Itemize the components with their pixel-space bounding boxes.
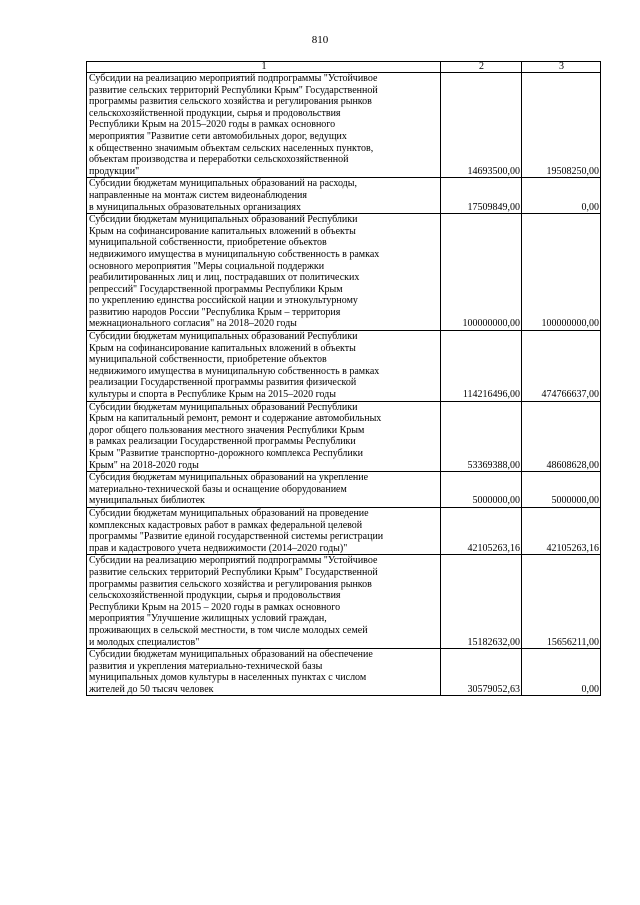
table-row <box>87 178 601 214</box>
table-row <box>87 214 601 331</box>
table-row <box>87 472 601 508</box>
row-description: Субсидии бюджетам муниципальных образований на расходы, направленные на монтаж систем видеонаблюдения в муниципальных образовательных организациях <box>87 178 441 214</box>
row-description: Субсидии бюджетам муниципальных образований Республики Крым на софинансирование капитальных вложений в объекты муниципальной собственности, приобретение объектов недвижимого имущества в муниципальную собственность в рамках основного мероприятия "Меры социальной поддержки реабилитированных лиц и лиц, пострадавших от политических репрессий" Государственной программы Республики Крым по укреплению единства российской нации и этнокультурному развитию народов России "Республика Крым – территория межнационального согласия" на 2018–2020 годы <box>87 214 441 331</box>
row-value-col3: 15656211,00 <box>522 555 601 649</box>
row-value-col2: 42105263,16 <box>441 507 522 554</box>
table-row <box>87 649 601 696</box>
column-header-1: 1 <box>87 62 441 73</box>
row-value-col2: 30579052,63 <box>441 649 522 696</box>
table-row <box>87 507 601 554</box>
table-header-row <box>87 62 601 73</box>
table-row <box>87 73 601 178</box>
row-description: Субсидии бюджетам муниципальных образований Республики Крым на капитальный ремонт, ремонт и содержание автомобильных дорог общего пользования местного значения Республики Крым в рамках реализации Государственной программы Республики Крым "Развитие транспортно-дорожного комплекса Республики Крым" на 2018-2020 годы <box>87 401 441 472</box>
table-row <box>87 331 601 402</box>
row-description: Субсидия бюджетам муниципальных образований на укрепление материально-технической базы и оснащение оборудованием муниципальных библиотек <box>87 472 441 508</box>
row-value-col3: 42105263,16 <box>522 507 601 554</box>
row-value-col3: 0,00 <box>522 649 601 696</box>
row-value-col3: 0,00 <box>522 178 601 214</box>
row-description: Субсидии на реализацию мероприятий подпрограммы "Устойчивое развитие сельских территорий Республики Крым" Государственной программы развития сельского хозяйства и регулирования рынков сельскохозяйственной продукции, сырья и продовольствия Республики Крым на 2015–2020 годы в рамках основного мероприятия "Развитие сети автомобильных дорог, ведущих к общественно значимым объектам сельских населенных пунктов, объектам производства и переработки сельскохозяйственной продукции" <box>87 73 441 178</box>
row-value-col3: 5000000,00 <box>522 472 601 508</box>
page-number: 810 <box>311 34 329 46</box>
row-value-col2: 15182632,00 <box>441 555 522 649</box>
row-value-col2: 5000000,00 <box>441 472 522 508</box>
budget-table <box>86 61 601 696</box>
row-description: Субсидии бюджетам муниципальных образований Республики Крым на софинансирование капитальных вложений в объекты муниципальной собственности, приобретение объектов недвижимого имущества в муниципальную собственность в рамках реализации Государственной программы развития физической культуры и спорта в Республике Крым на 2015–2020 годы <box>87 331 441 402</box>
row-value-col3: 474766637,00 <box>522 331 601 402</box>
table-row <box>87 555 601 649</box>
column-header-2: 2 <box>441 62 522 73</box>
row-description: Субсидии на реализацию мероприятий подпрограммы "Устойчивое развитие сельских территорий Республики Крым" Государственной программы развития сельского хозяйства и регулирования рынков сельскохозяйственной продукции, сырья и продовольствия Республики Крым на 2015 – 2020 годы в рамках основного мероприятия "Улучшение жилищных условий граждан, проживающих в сельской местности, в том числе молодых семей и молодых специалистов" <box>87 555 441 649</box>
row-description: Субсидии бюджетам муниципальных образований на проведение комплексных кадастровых работ в рамках федеральной целевой программы "Развитие единой государственной системы регистрации прав и кадастрового учета недвижимости (2014–2020 годы)" <box>87 507 441 554</box>
column-header-3: 3 <box>522 62 601 73</box>
row-value-col2: 17509849,00 <box>441 178 522 214</box>
row-value-col2: 114216496,00 <box>441 331 522 402</box>
row-value-col3: 19508250,00 <box>522 73 601 178</box>
table-row <box>87 401 601 472</box>
row-description: Субсидии бюджетам муниципальных образований на обеспечение развития и укрепления материально-технической базы муниципальных домов культуры в населенных пунктах с числом жителей до 50 тысяч человек <box>87 649 441 696</box>
row-value-col3: 48608628,00 <box>522 401 601 472</box>
row-value-col2: 53369388,00 <box>441 401 522 472</box>
row-value-col2: 14693500,00 <box>441 73 522 178</box>
row-value-col3: 100000000,00 <box>522 214 601 331</box>
row-value-col2: 100000000,00 <box>441 214 522 331</box>
